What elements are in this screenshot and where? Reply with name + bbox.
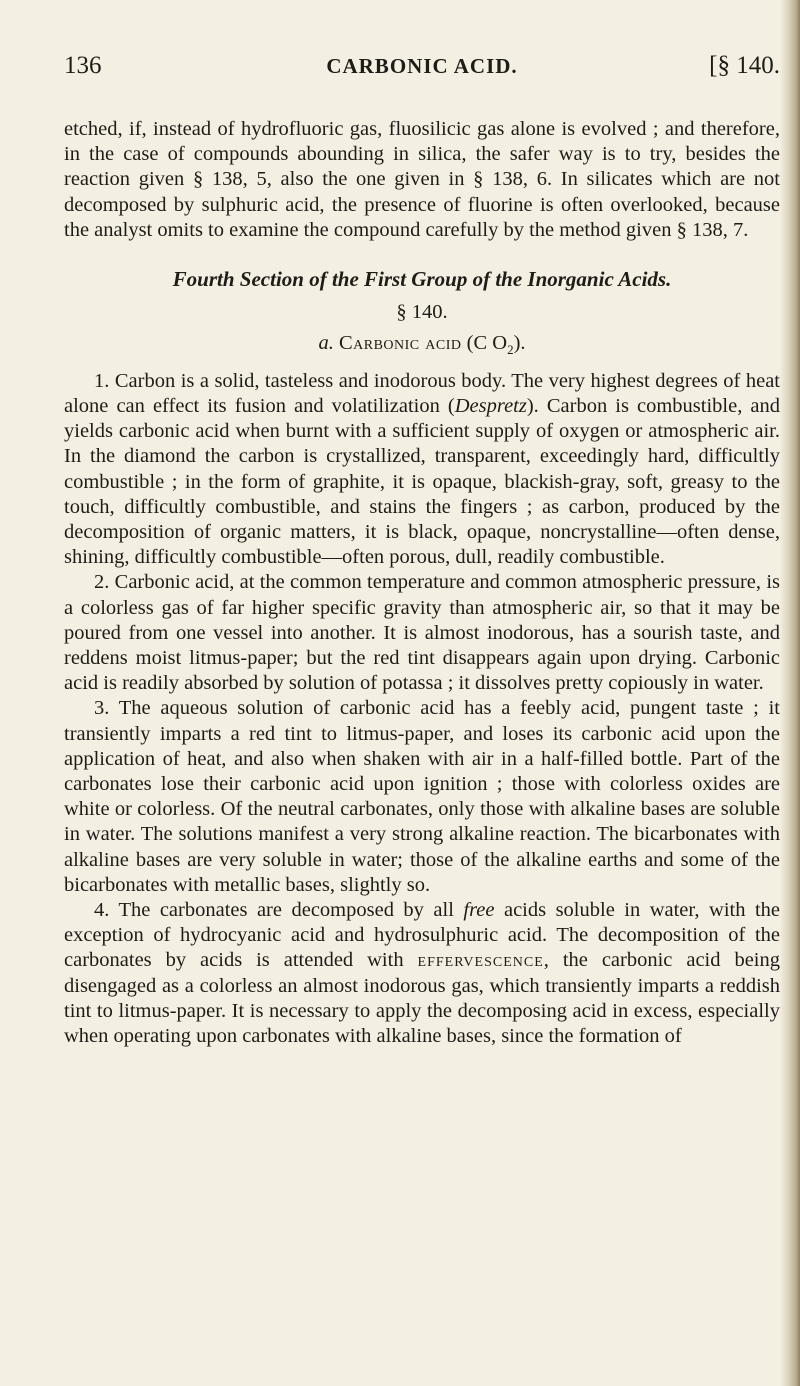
subheading-name: Carbonic acid	[338, 332, 462, 355]
paragraph-1	[64, 369, 780, 571]
page-body	[64, 117, 780, 1049]
p1-text-a: 1. Carbon is a solid, tasteless and inodorous body. The very highest degrees of heat alone can effect its fusion and volatilization (	[64, 369, 780, 417]
formula-subscript: 2	[507, 342, 514, 358]
subheading-letter: a.	[318, 332, 334, 355]
paragraph-4	[64, 898, 780, 1049]
p4-effervescence: effervescence	[417, 949, 544, 972]
p4-free: free	[463, 898, 495, 921]
page-edge-shadow	[780, 0, 800, 1386]
formula-open: (C O	[466, 332, 508, 355]
section-heading: Fourth Section of the First Group of the Inorganic Acids.	[172, 267, 672, 292]
section-sign: § 140.	[396, 301, 448, 324]
section-reference: [§ 140.	[709, 52, 780, 79]
intro-paragraph: etched, if, instead of hydrofluoric gas, fluosilicic gas alone is evolved ; and therefore, in the case of compounds abounding in silica, the safer way is to try, besides the reaction given § 138, 5, also the one given in § 138, 6. In silicates which are not decomposed by sulphuric acid, the presence of fluorine is often overlooked, because the analyst omits to examine the compound carefully by the method given § 138, 7.	[64, 118, 780, 241]
paragraph-2: 2. Carbonic acid, at the common temperature and common atmospheric pressure, is a colorless gas of far higher specific gravity than atmospheric air, so that it may be poured from one vessel into another. It is almost inodorous, has a sourish taste, and reddens moist litmus-paper; but the red tint disappears again upon drying. Carbonic acid is readily absorbed by solution of potassa ; it dissolves pretty copiously in water.	[64, 571, 780, 695]
p4-text-a: 4. The carbonates are decomposed by all	[94, 898, 464, 921]
page-number: 136	[64, 52, 102, 79]
p4-text-b: acids soluble in water, with the exception of hydrocyanic acid and hydrosulphuric acid. The decomposition of the carbonates by acids is attended with	[64, 898, 780, 972]
paragraph-3: 3. The aqueous solution of carbonic acid has a feebly acid, pungent taste ; it transiently imparts a red tint to litmus-paper, and loses its carbonic acid upon the application of heat, and also when shaken with air in a half-filled bottle. Part of the carbonates lose their carbonic acid upon ignition ; those with colorless oxides are white or colorless. Of the neutral carbonates, only those with alkaline bases are soluble in water. The solutions manifest a very strong alkaline reaction. The bicarbonates with alkaline bases are very soluble in water; those of the alkaline earths and some of the bicarbonates with metallic bases, slightly so.	[64, 697, 780, 896]
running-title: CARBONIC ACID.	[326, 54, 518, 78]
p1-text-b: ). Carbon is combustible, and yields carbonic acid when burnt with a sufficient supply of oxygen or atmospheric air. In the diamond the carbon is crystallized, transparent, exceedingly hard, difficultly combustible ; in the form of graphite, it is opaque, blackish-gray, soft, greasy to the touch, difficultly combustible, and stains the fingers ; as carbon, produced by the decomposition of organic matters, it is black, opaque, noncrystalline—often dense, shining, difficultly combustible—often porous, dull, readily combustible.	[64, 394, 780, 569]
page-header	[64, 52, 780, 92]
formula-close: ).	[513, 332, 526, 355]
subheading	[64, 331, 780, 362]
p4-text-c: , the carbonic acid being disengaged as a colorless an almost inodorous gas, which transiently imparts a reddish tint to litmus-paper. It is necessary to apply the decomposing acid in excess, especially when operating upon carbonates with alkaline bases, since the formation of	[64, 949, 780, 1047]
p1-name: Despretz	[454, 394, 527, 417]
